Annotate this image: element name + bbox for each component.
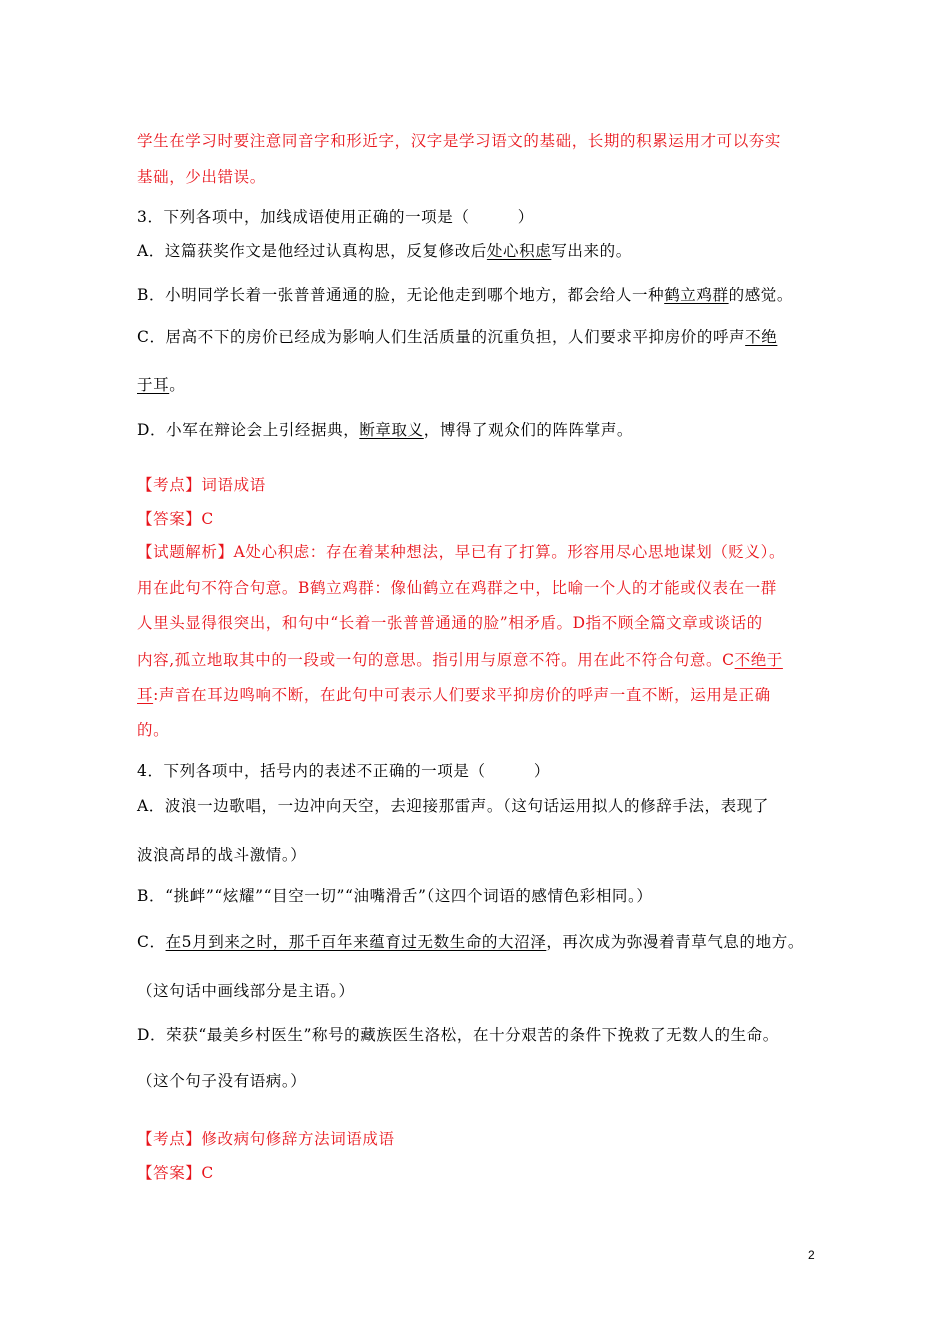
q3-b-underlined: 鹤立鸡群 [664,286,729,304]
q3-analysis-line-5 [137,685,771,705]
q3-c-text: C．居高不下的房价已经成为影响人们生活质量的沉重负担，人们要求平抑房价的呼声 [137,328,746,346]
q4-c-label: C． [137,933,166,951]
q3-d-text: D．小军在辩论会上引经据典， [137,421,360,439]
q3-c-tail: 。 [169,376,186,394]
q3-c-underlined-2: 于耳 [137,376,170,394]
q2-analysis-line-2: 基础，少出错误。 [137,168,266,186]
q3-kaodian [137,475,266,495]
q3-analysis-line-4 [137,650,783,670]
q3-analysis-underlined-1: 不绝于 [734,651,783,669]
q3-analysis-underlined-2: 耳 [137,686,154,704]
q4-stem: 4．下列各项中，括号内的表述不正确的一项是（ ） [137,762,550,780]
q3-option-a [137,241,632,261]
q4-c-underlined: 在5月到来之时，那千百年来蕴育过无数生命的大沼泽 [165,933,547,951]
page-number: 2 [808,1248,815,1262]
q3-kaodian-label: 【考点】 [137,476,202,494]
q3-analysis-text-1: A处心积虑：存在着某种想法，早已有了打算。形容用尽心思地谋划（贬义）。 [233,543,786,561]
q3-option-d [137,420,633,440]
q4-option-d-cont: （这个句子没有语病。） [137,1072,307,1090]
q3-answer-text: C [201,510,214,528]
q3-answer [137,509,214,529]
q3-a-underlined: 处心积虑 [486,242,552,260]
q4-option-b: B．“挑衅”“炫耀”“目空一切”“油嘴滑舌”（这四个词语的感情色彩相同。） [137,887,653,905]
q3-b-text: B．小明同学长着一张普普通通的脸，无论他走到哪个地方，都会给人一种 [137,286,665,304]
q3-answer-label: 【答案】 [137,510,202,528]
q3-d-underlined: 断章取义 [359,421,424,439]
q3-option-c [137,327,777,347]
q4-c-tail: ，再次成为弥漫着青草气息的地方。 [546,933,804,951]
q3-d-tail: ，博得了观众们的阵阵掌声。 [423,421,634,439]
q3-analysis-line-6: 的。 [137,721,170,739]
q4-answer-label: 【答案】 [137,1164,202,1182]
q3-stem: 3．下列各项中，加线成语使用正确的一项是（ ） [137,208,534,226]
q4-kaodian-label: 【考点】 [137,1130,202,1148]
q3-analysis-line-1 [137,542,785,562]
q3-analysis-text-5: :声音在耳边鸣响不断，在此句中可表示人们要求平抑房价的呼声一直不断，运用是正确 [153,686,771,704]
q4-option-a-cont: 波浪高昂的战斗激情。） [137,846,307,864]
q2-analysis-line-1: 学生在学习时要注意同音字和形近字，汉字是学习语文的基础，长期的积累运用才可以夯实 [137,132,782,150]
q4-option-d: D．荣获“最美乡村医生”称号的藏族医生洛松，在十分艰苦的条件下挽救了无数人的生命。 [137,1026,779,1044]
q4-kaodian-text: 修改病句修辞方法词语成语 [201,1130,395,1148]
q4-option-c [137,932,804,952]
q3-a-text: A．这篇获奖作文是他经过认真构思，反复修改后 [137,242,487,260]
q3-c-underlined-1: 不绝 [745,328,778,346]
q4-option-c-cont: （这句话中画线部分是主语。） [137,982,355,1000]
q4-option-a: A．波浪一边歌唱，一边冲向天空，去迎接那雷声。（这句话运用拟人的修辞手法，表现了 [137,797,769,815]
q3-kaodian-text: 词语成语 [201,476,266,494]
q3-option-b [137,285,793,305]
q3-a-tail: 写出来的。 [551,242,632,260]
q4-answer-text: C [201,1164,214,1182]
q3-analysis-line-3: 人里头显得很突出，和句中“长着一张普普通通的脸”相矛盾。D指不顾全篇文章或谈话的 [137,614,763,632]
q3-analysis-text-4: 内容,孤立地取其中的一段或一句的意思。指引用与原意不符。用在此不符合句意。C [137,651,735,669]
q4-answer [137,1163,214,1183]
q3-analysis-line-2: 用在此句不符合句意。B鹤立鸡群：像仙鹤立在鸡群之中，比喻一个人的才能或仪表在一群 [137,579,777,597]
q3-option-c-cont [137,375,185,395]
q3-analysis-label: 【试题解析】 [137,543,234,561]
q3-b-tail: 的感觉。 [728,286,794,304]
q4-kaodian [137,1129,395,1149]
